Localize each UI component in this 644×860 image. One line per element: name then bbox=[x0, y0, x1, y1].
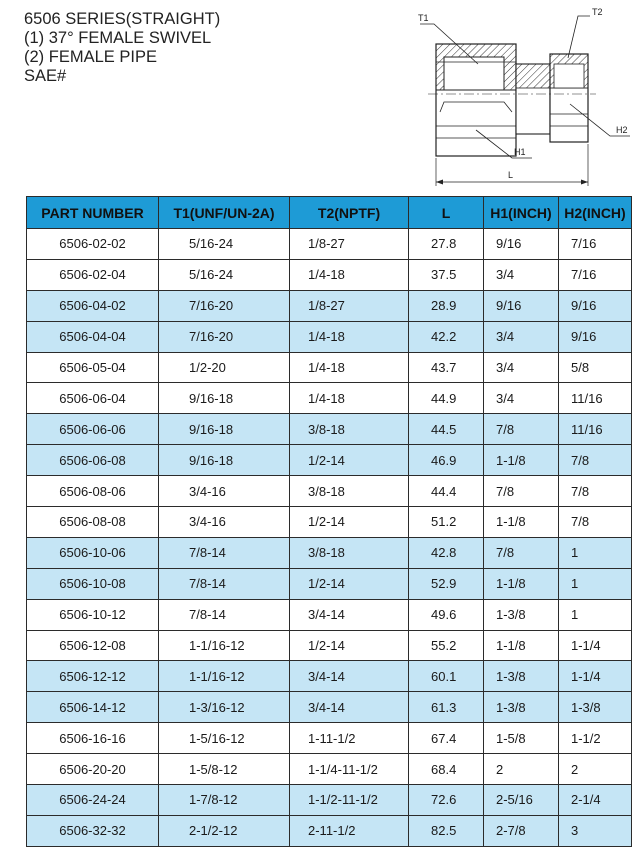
t1-cell: 3/4-16 bbox=[159, 507, 290, 538]
l-cell: 72.6 bbox=[409, 785, 484, 816]
h1-label: H1 bbox=[514, 147, 526, 157]
t1-cell: 9/16-18 bbox=[159, 445, 290, 476]
h2-cell: 1-3/8 bbox=[559, 692, 632, 723]
table-header-row bbox=[27, 197, 632, 229]
h2-cell: 7/16 bbox=[559, 259, 632, 290]
table-row bbox=[27, 630, 632, 661]
t1-cell: 7/8-14 bbox=[159, 599, 290, 630]
h1-cell: 9/16 bbox=[484, 229, 559, 260]
h2-cell: 2 bbox=[559, 754, 632, 785]
l-cell: 44.4 bbox=[409, 476, 484, 507]
table-row bbox=[27, 723, 632, 754]
feature-line-2: (2) FEMALE PIPE bbox=[24, 48, 157, 66]
t2-cell: 3/4-14 bbox=[290, 692, 409, 723]
h1-cell: 7/8 bbox=[484, 537, 559, 568]
h1-cell: 1-3/8 bbox=[484, 599, 559, 630]
t1-cell: 1-5/8-12 bbox=[159, 754, 290, 785]
t1-cell: 1-5/16-12 bbox=[159, 723, 290, 754]
h2-cell: 1-1/4 bbox=[559, 661, 632, 692]
l-arrow-right bbox=[581, 180, 588, 185]
t1-cell: 5/16-24 bbox=[159, 229, 290, 260]
t2-cell: 1/8-27 bbox=[290, 290, 409, 321]
right-hex-body bbox=[550, 54, 588, 142]
h1-cell: 9/16 bbox=[484, 290, 559, 321]
h2-cell: 11/16 bbox=[559, 414, 632, 445]
l-cell: 28.9 bbox=[409, 290, 484, 321]
table-row bbox=[27, 352, 632, 383]
table-row bbox=[27, 476, 632, 507]
t2-cell: 3/8-18 bbox=[290, 537, 409, 568]
h2-cell: 7/8 bbox=[559, 476, 632, 507]
h2-cell: 9/16 bbox=[559, 290, 632, 321]
part-number-cell: 6506-06-04 bbox=[27, 383, 159, 414]
l-cell: 37.5 bbox=[409, 259, 484, 290]
part-number-cell: 6506-08-08 bbox=[27, 507, 159, 538]
h1-cell: 7/8 bbox=[484, 414, 559, 445]
part-number-cell: 6506-16-16 bbox=[27, 723, 159, 754]
l-cell: 51.2 bbox=[409, 507, 484, 538]
l-cell: 43.7 bbox=[409, 352, 484, 383]
table-row bbox=[27, 692, 632, 723]
t2-cell: 3/8-18 bbox=[290, 414, 409, 445]
l-cell: 68.4 bbox=[409, 754, 484, 785]
h2-cell: 5/8 bbox=[559, 352, 632, 383]
part-number-cell: 6506-08-06 bbox=[27, 476, 159, 507]
series-title-block bbox=[24, 10, 220, 86]
header-t2: T2(NPTF) bbox=[290, 197, 409, 229]
table-row bbox=[27, 229, 632, 260]
t1-cell: 1/2-20 bbox=[159, 352, 290, 383]
l-cell: 60.1 bbox=[409, 661, 484, 692]
h1-cell: 1-1/8 bbox=[484, 630, 559, 661]
h1-cell: 1-3/8 bbox=[484, 661, 559, 692]
h1-cell: 1-1/8 bbox=[484, 568, 559, 599]
table-row bbox=[27, 537, 632, 568]
t2-cell: 1/4-18 bbox=[290, 383, 409, 414]
h2-cell: 1 bbox=[559, 568, 632, 599]
t2-cell: 2-11-1/2 bbox=[290, 815, 409, 846]
table-row bbox=[27, 568, 632, 599]
header-h2: H2(INCH) bbox=[559, 197, 632, 229]
h2-cell: 1-1/2 bbox=[559, 723, 632, 754]
series-title: 6506 SERIES(STRAIGHT) bbox=[24, 10, 221, 28]
l-cell: 42.2 bbox=[409, 321, 484, 352]
h2-cell: 11/16 bbox=[559, 383, 632, 414]
h2-cell: 2-1/4 bbox=[559, 785, 632, 816]
t1-cell: 7/8-14 bbox=[159, 537, 290, 568]
header-l: L bbox=[409, 197, 484, 229]
table-row bbox=[27, 321, 632, 352]
h1-cell: 3/4 bbox=[484, 259, 559, 290]
table-row bbox=[27, 290, 632, 321]
h1-cell: 1-1/8 bbox=[484, 445, 559, 476]
l-cell: 55.2 bbox=[409, 630, 484, 661]
header-h1: H1(INCH) bbox=[484, 197, 559, 229]
l-cell: 42.8 bbox=[409, 537, 484, 568]
t1-cell: 9/16-18 bbox=[159, 414, 290, 445]
t2-leader bbox=[568, 16, 590, 58]
h1-cell: 3/4 bbox=[484, 383, 559, 414]
t2-cell: 1/4-18 bbox=[290, 259, 409, 290]
part-number-cell: 6506-02-04 bbox=[27, 259, 159, 290]
table-row bbox=[27, 383, 632, 414]
h2-cell: 1 bbox=[559, 537, 632, 568]
part-number-cell: 6506-10-06 bbox=[27, 537, 159, 568]
l-cell: 61.3 bbox=[409, 692, 484, 723]
t2-label: T2 bbox=[592, 7, 603, 17]
standard-label: SAE# bbox=[24, 67, 67, 85]
h1-cell: 3/4 bbox=[484, 321, 559, 352]
part-number-cell: 6506-05-04 bbox=[27, 352, 159, 383]
l-cell: 82.5 bbox=[409, 815, 484, 846]
part-number-cell: 6506-06-06 bbox=[27, 414, 159, 445]
t1-cell: 5/16-24 bbox=[159, 259, 290, 290]
part-number-cell: 6506-02-02 bbox=[27, 229, 159, 260]
table-row bbox=[27, 785, 632, 816]
t2-cell: 1/8-27 bbox=[290, 229, 409, 260]
h2-cell: 7/8 bbox=[559, 445, 632, 476]
l-arrow-left bbox=[436, 180, 443, 185]
t2-cell: 1/2-14 bbox=[290, 507, 409, 538]
t2-cell: 1/2-14 bbox=[290, 568, 409, 599]
t2-cell: 3/8-18 bbox=[290, 476, 409, 507]
h1-cell: 1-3/8 bbox=[484, 692, 559, 723]
part-number-cell: 6506-24-24 bbox=[27, 785, 159, 816]
table-row bbox=[27, 507, 632, 538]
t2-cell: 1/2-14 bbox=[290, 630, 409, 661]
l-cell: 49.6 bbox=[409, 599, 484, 630]
l-cell: 44.9 bbox=[409, 383, 484, 414]
header-part-number: PART NUMBER bbox=[27, 197, 159, 229]
part-number-cell: 6506-14-12 bbox=[27, 692, 159, 723]
part-number-cell: 6506-12-08 bbox=[27, 630, 159, 661]
t2-cell: 1-1/4-11-1/2 bbox=[290, 754, 409, 785]
h2-cell: 3 bbox=[559, 815, 632, 846]
h1-cell: 2-5/16 bbox=[484, 785, 559, 816]
h2-cell: 1 bbox=[559, 599, 632, 630]
t1-cell: 1-7/8-12 bbox=[159, 785, 290, 816]
part-number-cell: 6506-20-20 bbox=[27, 754, 159, 785]
h1-cell: 1-5/8 bbox=[484, 723, 559, 754]
t1-cell: 2-1/2-12 bbox=[159, 815, 290, 846]
h1-cell: 1-1/8 bbox=[484, 507, 559, 538]
l-cell: 44.5 bbox=[409, 414, 484, 445]
t1-cell: 1-1/16-12 bbox=[159, 630, 290, 661]
left-hex-body bbox=[436, 44, 516, 156]
h2-cell: 7/16 bbox=[559, 229, 632, 260]
t1-cell: 9/16-18 bbox=[159, 383, 290, 414]
t2-cell: 1/2-14 bbox=[290, 445, 409, 476]
t1-cell: 7/16-20 bbox=[159, 290, 290, 321]
h1-cell: 2-7/8 bbox=[484, 815, 559, 846]
table-row bbox=[27, 815, 632, 846]
t1-cell: 1-3/16-12 bbox=[159, 692, 290, 723]
part-number-cell: 6506-10-12 bbox=[27, 599, 159, 630]
dimension-table bbox=[26, 196, 632, 847]
neck bbox=[516, 64, 550, 134]
h1-cell: 2 bbox=[484, 754, 559, 785]
table-row bbox=[27, 259, 632, 290]
t2-cell: 1-1/2-11-1/2 bbox=[290, 785, 409, 816]
part-number-cell: 6506-10-08 bbox=[27, 568, 159, 599]
table-body bbox=[27, 229, 632, 847]
table-row bbox=[27, 414, 632, 445]
h2-cell: 7/8 bbox=[559, 507, 632, 538]
part-number-cell: 6506-12-12 bbox=[27, 661, 159, 692]
header-t1: T1(UNF/UN-2A) bbox=[159, 197, 290, 229]
part-number-cell: 6506-04-04 bbox=[27, 321, 159, 352]
table-row bbox=[27, 754, 632, 785]
h2-cell: 9/16 bbox=[559, 321, 632, 352]
t2-cell: 1-11-1/2 bbox=[290, 723, 409, 754]
table-row bbox=[27, 661, 632, 692]
l-cell: 67.4 bbox=[409, 723, 484, 754]
t2-cell: 1/4-18 bbox=[290, 321, 409, 352]
l-label: L bbox=[508, 170, 514, 180]
h2-label: H2 bbox=[616, 125, 628, 135]
t1-cell: 7/8-14 bbox=[159, 568, 290, 599]
t2-cell: 1/4-18 bbox=[290, 352, 409, 383]
table-row bbox=[27, 445, 632, 476]
part-number-cell: 6506-04-02 bbox=[27, 290, 159, 321]
h1-cell: 7/8 bbox=[484, 476, 559, 507]
l-cell: 52.9 bbox=[409, 568, 484, 599]
table-row bbox=[27, 599, 632, 630]
t1-label: T1 bbox=[418, 13, 429, 23]
l-cell: 27.8 bbox=[409, 229, 484, 260]
h1-cell: 3/4 bbox=[484, 352, 559, 383]
part-number-cell: 6506-06-08 bbox=[27, 445, 159, 476]
l-cell: 46.9 bbox=[409, 445, 484, 476]
t2-cell: 3/4-14 bbox=[290, 599, 409, 630]
t1-cell: 7/16-20 bbox=[159, 321, 290, 352]
feature-line-1: (1) 37° FEMALE SWIVEL bbox=[24, 29, 212, 47]
t2-cell: 3/4-14 bbox=[290, 661, 409, 692]
h2-cell: 1-1/4 bbox=[559, 630, 632, 661]
t1-cell: 3/4-16 bbox=[159, 476, 290, 507]
fitting-diagram bbox=[414, 2, 636, 190]
part-number-cell: 6506-32-32 bbox=[27, 815, 159, 846]
t1-cell: 1-1/16-12 bbox=[159, 661, 290, 692]
